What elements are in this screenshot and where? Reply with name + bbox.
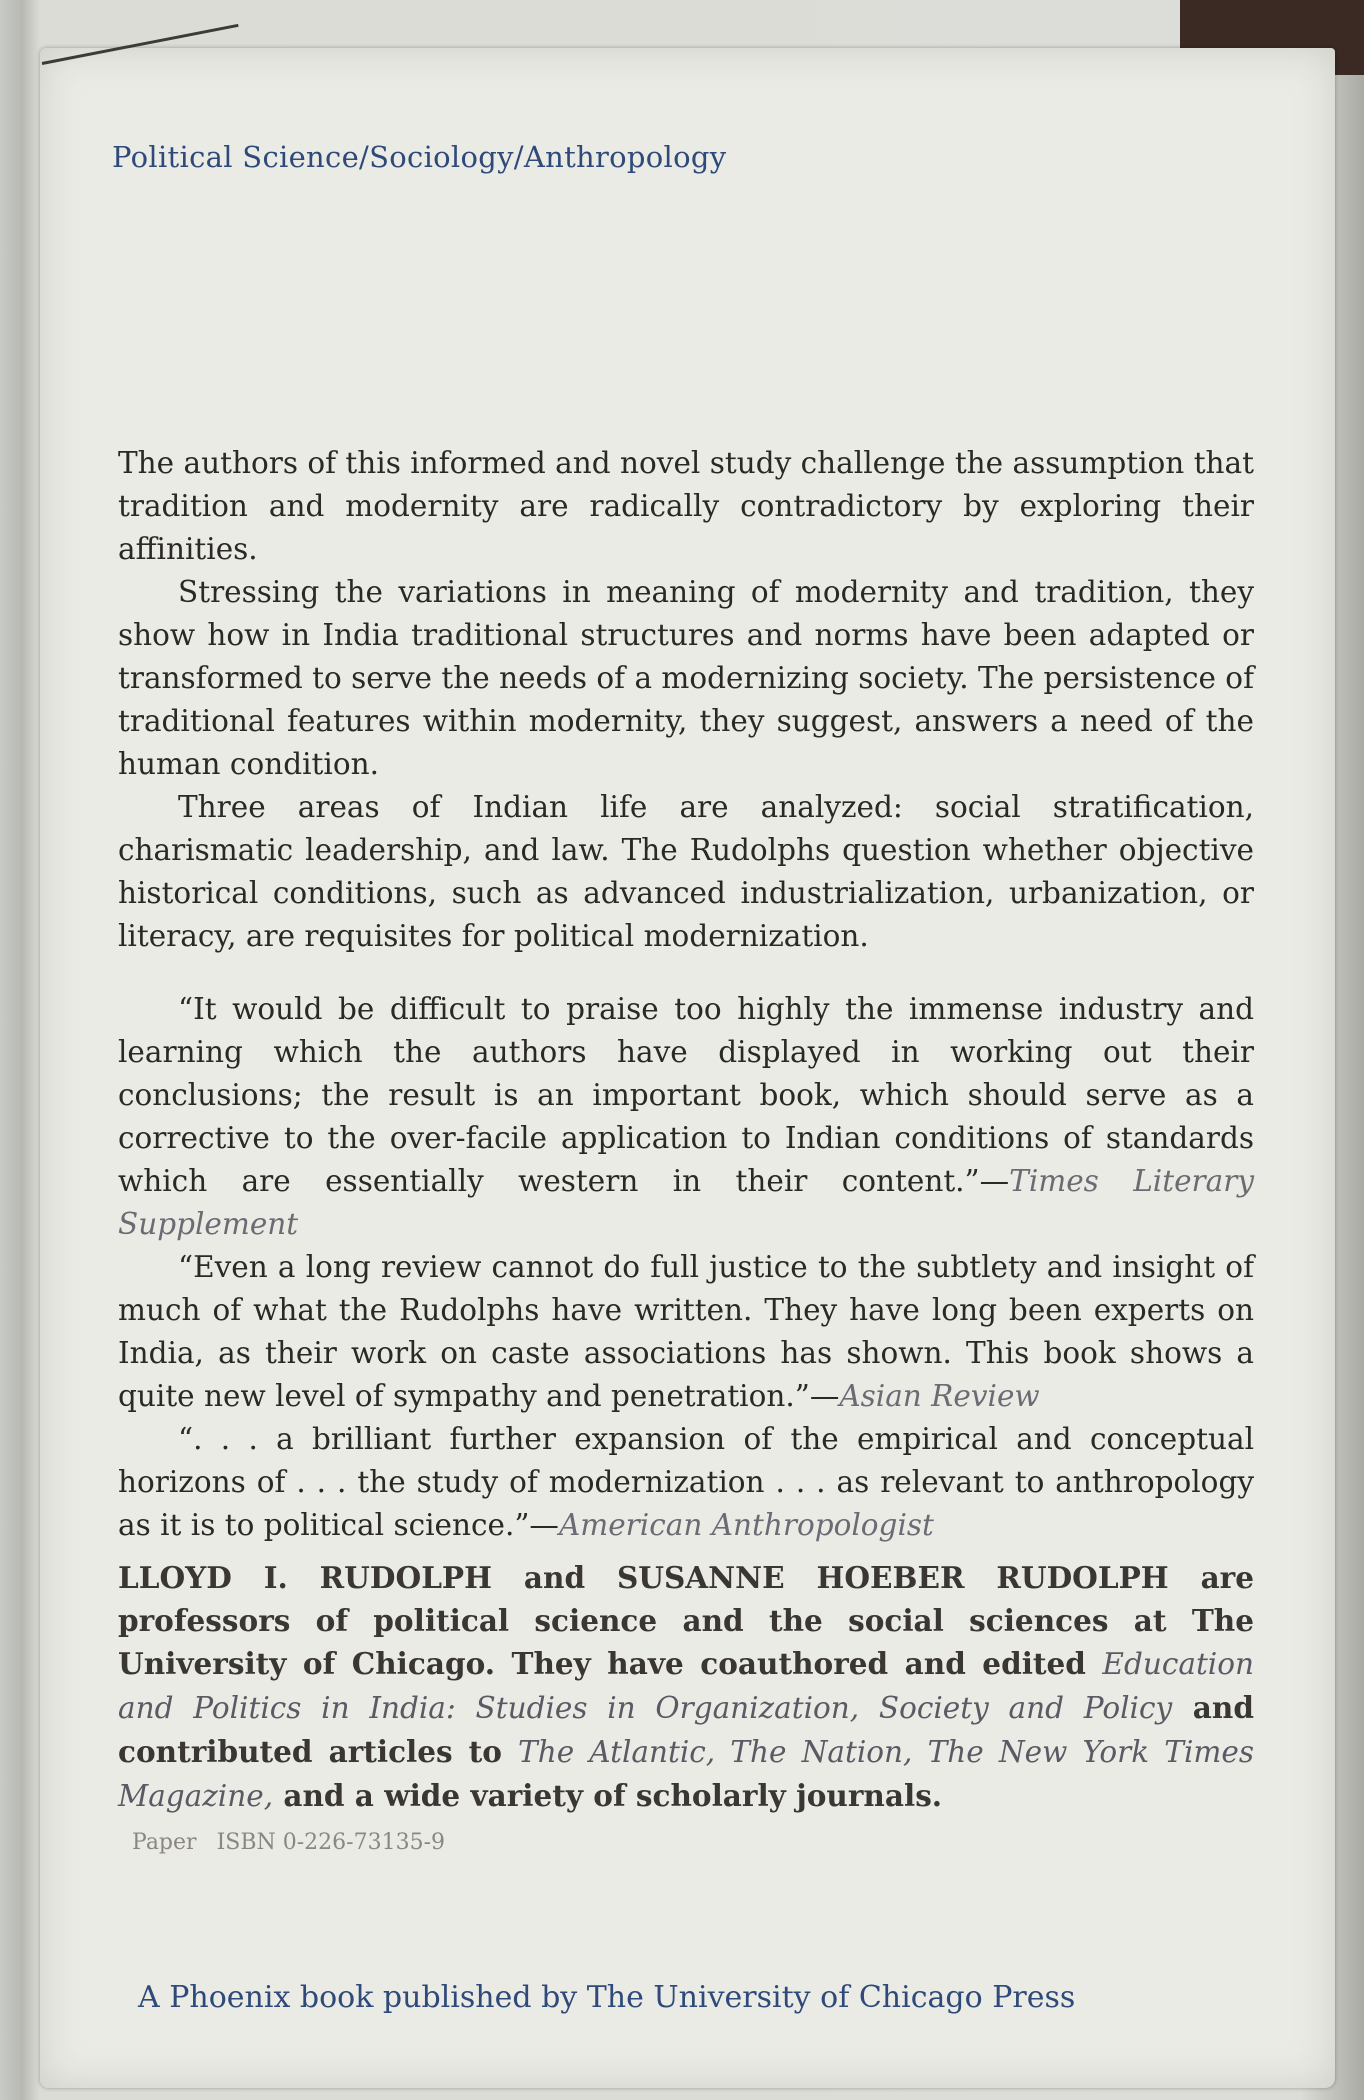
format-label: Paper [132, 1830, 197, 1855]
category-label: Political Science/Sociology/Anthropology [112, 140, 727, 174]
review-quote [118, 1418, 1254, 1547]
publisher-line: A Phoenix book published by The University of Chicago Press [138, 1980, 1076, 2015]
book-title: Education and Politics in India: Studies in Organization, Society and Policy [118, 1647, 1254, 1725]
reviews-block [118, 988, 1254, 1547]
review-source: Times Literary Supplement [118, 1164, 1254, 1241]
review-source: Asian Review [839, 1379, 1040, 1413]
description-paragraph: The authors of this informed and novel study challenge the assumption that tradition and modernity are radically contradictory by exploring their affinities. [118, 446, 1254, 566]
review-text: “. . . a brilliant further expansion of the empirical and conceptual horizons of . . . the study of modernization . . . as relevant to anthropology as it is to political science.”— [118, 1422, 1254, 1542]
description-block [118, 442, 1254, 958]
description-paragraph: Stressing the variations in meaning of modernity and tradition, they show how in India traditional structures and norms have been adapted or transformed to serve the needs of a modernizing society. The persistence of traditional features within modernity, they suggest, answers a need of the human condition. [118, 575, 1254, 781]
author-bio-text: LLOYD I. RUDOLPH and SUSANNE HOEBER RUDOLPH are professors of political science and the social sciences at The University of Chicago. They have coauthored and edited Education and Politics in India: Studies in Organization, Society and Policy and contributed articles to The Atlantic, The Nation, The New York Times Magazine, and a wide variety of scholarly journals. [118, 1560, 1254, 1813]
magazine-list: The Atlantic, The Nation, The New York Times Magazine, [118, 1735, 1254, 1813]
author-bio [118, 1556, 1254, 1818]
description-paragraph: Three areas of Indian life are analyzed: social stratification, charismatic leadership, and law. The Rudolphs question whether objective historical conditions, such as advanced industrialization, urbanization, or literacy, are requisites for political modernization. [118, 790, 1254, 953]
isbn-line [132, 1830, 465, 1855]
isbn-number: ISBN 0-226-73135-9 [216, 1830, 446, 1855]
review-text: “Even a long review cannot do full justice to the subtlety and insight of much of what the Rudolphs have written. They have long been experts on India, as their work on caste associations has shown. This book shows a quite new level of sympathy and penetration.”— [118, 1250, 1254, 1413]
review-source: American Anthropologist [558, 1508, 934, 1542]
review-text: “It would be difficult to praise too highly the immense industry and learning which the authors have displayed in working out their conclusions; the result is an important book, which should serve as a corrective to the over-facile application to Indian conditions of standards which are essentially western in their content.”— [118, 992, 1254, 1198]
review-quote [118, 988, 1254, 1246]
review-quote [118, 1246, 1254, 1418]
